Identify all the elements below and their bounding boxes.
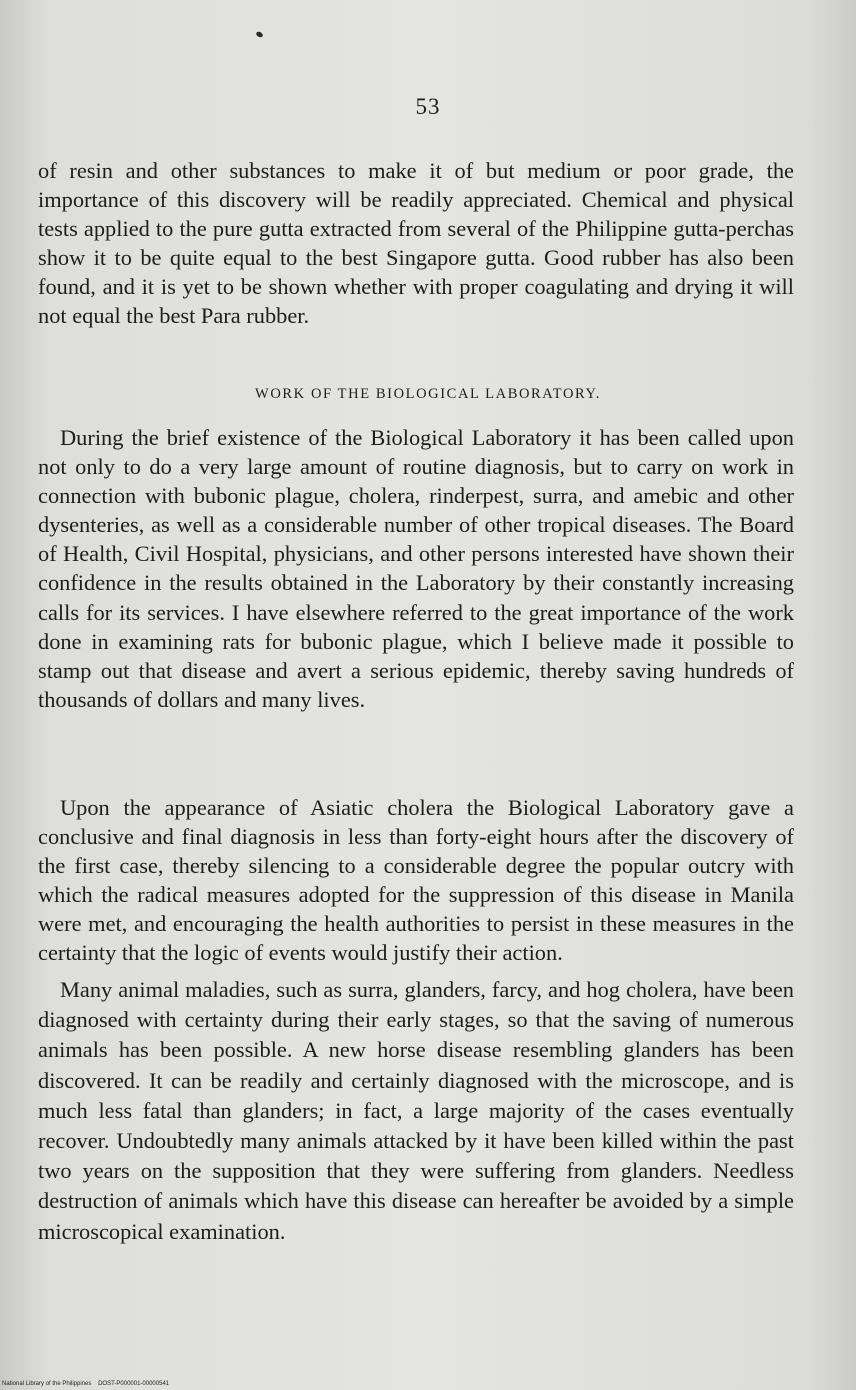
paragraph-animal-maladies: [38, 975, 794, 1247]
paragraph-laboratory-work: [38, 423, 794, 714]
paragraph-text: Upon the appearance of Asiatic cholera the Biological Laboratory gave a conclusive and final diagnosis in less than forty-eight hours after the discovery of the first case, thereby silencing to a considerable degree the popular outcry with which the radical measures adopted for the suppression of this disease in Manila were met, and encouraging the health authorities to persist in these measures in the certainty that the logic of events would justify their action.: [38, 795, 794, 966]
ink-speck: [255, 31, 264, 39]
paragraph-text: of resin and other substances to make it of but medium or poor grade, the importance of this discovery will be readily appreciated. Chemical and physical tests applied to the pure gutta extracted from several of the Philippine gutta-perchas show it to be quite equal to the best Singapore gutta. Good rubber has also been found, and it is yet to be shown whether with proper coagulating and drying it will not equal the best Para rubber.: [38, 158, 794, 329]
paragraph-continued: [38, 156, 794, 331]
paragraph-text: Many animal maladies, such as surra, glanders, farcy, and hog cholera, have been diagnosed with certainty during their early stages, so that the saving of numerous animals has been possible. A new horse disease resembling glanders has been discovered. It can be readily and certainly diagnosed with the microscope, and is much less fatal than glanders; in fact, a large majority of the cases eventually recover. Undoubtedly many animals attacked by it have been killed within the past two years on the supposition that they were suffering from glanders. Needless destruction of animals which have this disease can hereafter be avoided by a simple microscopical examination.: [38, 977, 794, 1244]
page-number: 53: [415, 94, 441, 119]
footer-identifier: DOST-P000001-00000541: [98, 1381, 170, 1387]
scan-footer: [2, 1381, 169, 1387]
paragraph-cholera: [38, 793, 794, 968]
paragraph-text: During the brief existence of the Biological Laboratory it has been called upon not only to do a very large amount of routine diagnosis, but to carry on work in connection with bubonic plague, cholera, rinderpest, surra, and amebic and other dysenteries, as well as a considerable number of other tropical diseases. The Board of Health, Civil Hospital, physicians, and other persons interested have shown their confidence in the results obtained in the Laboratory by their constantly increasing calls for its services. I have elsewhere referred to the great importance of the work done in examining rats for bubonic plague, which I believe made it possible to stamp out that disease and avert a serious epidemic, thereby saving hundreds of thousands of dollars and many lives.: [38, 425, 794, 712]
section-heading: WORK OF THE BIOLOGICAL LABORATORY.: [255, 386, 601, 402]
footer-source: National Library of the Philippines: [2, 1381, 92, 1387]
